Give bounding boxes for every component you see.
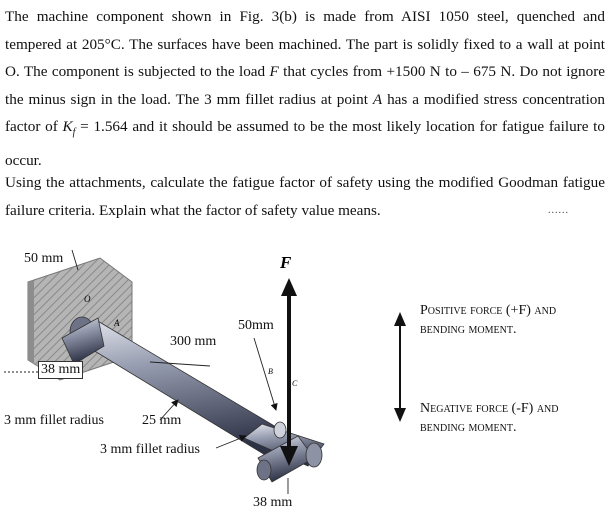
dim-38mm-left: 38 mm: [38, 361, 83, 379]
dim-25mm: 25 mm: [142, 413, 182, 428]
task-statement: Using the attachments, calculate the fatigue factor of safety using the modified Goodman fatigue failure criteria. Explain what the factor of safety value means.: [5, 174, 605, 219]
legend-positive: Positive force (+F) and bending moment.: [420, 303, 557, 337]
more-indicator: ......: [548, 205, 569, 216]
point-a-label: A: [114, 318, 120, 328]
point-c-label: C: [292, 379, 298, 388]
load-cycle-arrow: [394, 312, 406, 422]
problem-statement: The machine component shown in Fig. 3(b) is made from AISI 1050 steel, quenched and tempered at 205°C. The surfaces have been machined. The part is solidly fixed to a wall at point O. The component is subjected to the load F that cycles from +1500 N to – 675 N. Do not ignore the minus sign in the load. The 3 mm fillet radius at point A has a modified stress concentration factor of $K_f = 1.564$ and it should be assumed to be the most likely location for fatigue failure to occur.: [5, 8, 606, 169]
dim-38mm-bottom: 38 mm: [253, 495, 293, 510]
dim-50mm-wall: 50 mm: [24, 251, 64, 266]
dim-300mm: 300 mm: [170, 334, 217, 349]
point-o-label: O: [84, 294, 91, 304]
force-label: F: [280, 253, 292, 272]
fillet-label-bottom: 3 mm fillet radius: [100, 442, 200, 457]
point-b-label: B: [268, 367, 273, 376]
fillet-label-left: 3 mm fillet radius: [4, 413, 104, 428]
dim-50mm-arm: 50mm: [238, 318, 274, 333]
legend-negative: Negative force (-F) and bending moment.: [420, 401, 559, 435]
